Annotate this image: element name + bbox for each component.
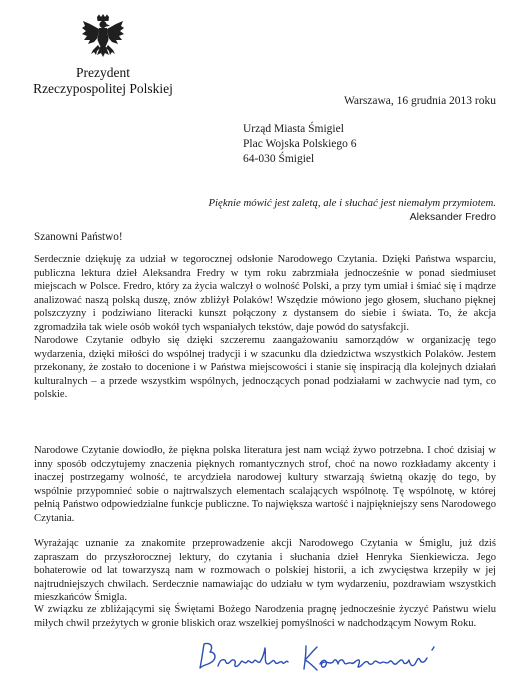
epigraph-quote: Pięknie mówić jest zaletą, ale i słuchać jest niemałym przymiotem. (208, 197, 496, 209)
body-paragraph-4: Wyrażając uznanie za znakomite przeprowadzenie akcji Narodowego Czytania w Śmiglu, już dziś zapraszam do przyszłorocznej lektury, do czytania i słuchania dzieł Henryka Sienkiewicza. Jego bohaterowie od lat towarzyszą nam w rozmowach o polskiej historii, a ich zwycięstwa krzepiły w jej najtrudniejszych chwilach. Serdecznie namawiając do udziału w tym wydarzeniu, pozdrawiam wszystkich mieszkańców Śmigla. (34, 538, 496, 604)
body-paragraph-3: Narodowe Czytanie dowiodło, że piękna polska literatura jest nam wciąż żywo potrzebna. I choć dzisiaj w inny sposób odczytujemy znaczenia pięknych romantycznych strof, choć na nowo rozkładamy akcenty i inaczej postrzegamy wolność, te arcydzieła narodowej kultury stwarzają świetną okazję do tego, by wspólnie przypomnieć sobie o najtrwalszych elementach scalających wspólnotę. Tę wspólnotę, w której pełnią Państwo odpowiedzialne funkcje publiczne. To największa wartość i najpiękniejszy sens Narodowego Czytania. (34, 445, 496, 524)
polish-eagle-emblem-icon (81, 14, 125, 66)
epigraph (208, 196, 496, 224)
body-paragraph-1: Serdecznie dziękuję za udział w tegorocznej odsłonie Narodowego Czytania. Dzięki Państwa wsparciu, publiczna lektura dzieł Aleksandra Fredry w tym roku zabrzmiała jednocześnie w ponad siedmiuset miejscach w Polsce. Fredro, który za życia walczył o wolność Polski, a przy tym umiał i śmiać się i mądrze analizować naszą polską duszę, znów zbliżył Polaków! Wszędzie mówiono jego głosem, słuchano pięknej polszczyzny i podziwiano literacki kunszt połączony z dystansem do siebie i świata. To, że akcja zgromadziła tak wiele osób wokół tych wspaniałych tekstów, daje powód do satysfakcji. (34, 254, 496, 333)
letterhead-line-2: Rzeczypospolitej Polskiej (33, 81, 173, 96)
letter-date: Warszawa, 16 grudnia 2013 roku (343, 95, 496, 107)
recipient-line-1: Urząd Miasta Śmigiel (243, 123, 344, 135)
letterhead-line-1: Prezydent (76, 65, 130, 80)
recipient-address (243, 122, 357, 167)
recipient-line-3: 64-030 Śmigiel (243, 153, 315, 165)
recipient-line-2: Plac Wojska Polskiego 6 (243, 138, 357, 150)
salutation: Szanowni Państwo! (34, 231, 123, 243)
body-paragraph-5: W związku ze zbliżającymi się Świętami Bożego Narodzenia pragnę jednocześnie życzyć Państwu wielu miłych chwil przeżytych w gronie bliskich oraz wszelkiej pomyślności w nadchodzącym Nowym Roku. (34, 604, 496, 629)
handwritten-signature (196, 638, 446, 678)
body-paragraph-2: Narodowe Czytanie odbyło się dzięki szczeremu zaangażowaniu samorządów w organizację tego wydarzenia, dzięki miłości do wspólnej tradycji i w szacunku dla dziedzictwa wszystkich Polaków. Jestem przekonany, że zostało to docenione i w Państwa miejscowości i stanie się inspiracją dla kolejnych działań kulturalnych – a przede wszystkim wspólnych, jednoczących ponad podziałami w zachwycie nad tym, co polskie. (34, 335, 496, 401)
epigraph-author: Aleksander Fredro (409, 211, 496, 223)
letterhead-title (0, 65, 206, 97)
